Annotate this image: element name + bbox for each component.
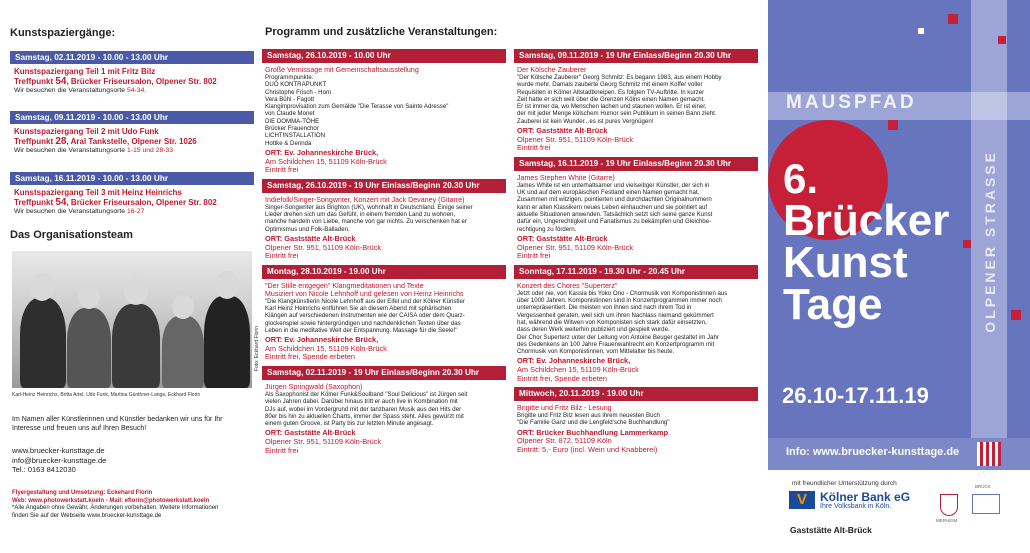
event-location: ORT: Ev. Johanneskirche Brück,: [517, 356, 631, 366]
credit-disclaimer-2: finden Sie auf der Webseite www.bruecker-kunsttage.de: [12, 512, 162, 519]
street-label-olpener: OLPENER STRASSE: [982, 150, 998, 333]
info-url[interactable]: Info: www.bruecker-kunsttage.de: [786, 446, 960, 458]
event-block: [262, 49, 506, 175]
event-admission: Eintritt frei: [265, 445, 299, 455]
event-description: [514, 412, 758, 427]
event-description-line: manche handeln von Liebe, manche von gar nichts. Zu verschenken hat er: [265, 218, 467, 226]
coat-of-arms-icon: [940, 494, 958, 516]
event-date-bar: Samstag, 26.10.2019 - 19 Uhr Einlass/Beginn 20.30 Uhr: [262, 179, 506, 193]
website-link[interactable]: www.bruecker-kunsttage.de: [12, 446, 105, 455]
phone-number: Tel.: 0163 8412030: [12, 465, 76, 475]
event-admission: Eintritt frei: [265, 251, 299, 261]
photo-caption: Karl-Heinz Heinrichs, Britta Artel, Udo Funk, Martina Günthner-Lange, Eckhard Florin: [12, 392, 201, 398]
team-photo: [12, 251, 252, 388]
event-address: Olpener Str. 951, 51109 Köln-Brück: [265, 242, 382, 252]
walk-date-bar: Samstag, 02.11.2019 - 10.00 - 13.00 Uhr: [10, 51, 254, 64]
cover-title: [783, 155, 950, 329]
event-description-line: Karl Heinz Heinrichs entführen Sie an diesem Abend mit sphärischen: [265, 305, 452, 313]
event-description-line: Brücker Frauenchor: [265, 125, 319, 133]
event-description: [262, 298, 506, 334]
support-text: mit freundlicher Unterstützung durch: [792, 480, 897, 487]
event-address: Am Schildchen 15, 51109 Köln-Brück: [265, 343, 387, 353]
team-heading: Das Organisationsteam: [10, 229, 133, 241]
event-description-line: wurde mehr. Damals zauberte Georg Schmitz mit einem Koffer voller: [517, 81, 703, 89]
event-description: [262, 204, 506, 233]
event-address: Olpener Str. 951, 51109 Köln-Brück: [517, 134, 634, 144]
event-date-bar: Montag, 28.10.2019 - 19.00 Uhr: [262, 265, 506, 279]
cover-title-line4: Tage: [783, 280, 883, 329]
event-description-line: einem guten Groove, ist Party bis zur letzten Minute angesagt.: [265, 420, 434, 428]
event-description: [514, 182, 758, 233]
event-description-line: 80er bis hin zu aktuellen Charts, immer der Spass steht. Alles gewürzt mit: [265, 412, 464, 420]
community-logo-icon: [972, 494, 1000, 514]
event-description-line: über 1000 Jahren. Komponistinnen sind in Konzertprogrammen immer noch: [517, 297, 722, 305]
event-description-line: "Der Kölsche Zauberer" Georg Schmitz: Es begann 1983, aus einem Hobby: [517, 74, 722, 81]
walk-visit: Wir besuchen die Veranstaltungsorte 54-34.: [14, 87, 147, 94]
event-admission: Eintritt frei, Spende erbeten: [517, 373, 607, 383]
event-description-line: Zusammen mit witzigen, pointierten und durchdachten Originalnummern: [517, 196, 712, 204]
walk-title: Kunstspaziergang Teil 2 mit Udo Funk: [14, 127, 159, 136]
event-description-line: Programmpunkte:: [265, 74, 314, 81]
bank-logo-icon: V: [789, 491, 815, 509]
event-block: [514, 49, 758, 153]
program-column-1: [262, 49, 506, 459]
cover-title-line2: Brücker: [783, 196, 950, 245]
event-address: Olpener Str. 872, 51109 Köln: [517, 436, 612, 446]
event-description-line: rechtigung zu fördern.: [517, 225, 577, 233]
credit-disclaimer: *Alle Angaben ohne Gewähr, Änderungen vorbehalten. Weitere Informationen: [12, 505, 219, 512]
walk-title: Kunstspaziergang Teil 3 mit Heinz Heinrichs: [14, 188, 182, 197]
event-title: Konzert des Chores "Superterz": [517, 281, 618, 290]
cover-title-line3: Kunst: [783, 238, 908, 287]
event-description-line: Optimismus und Folk-Balladen.: [265, 225, 350, 233]
event-admission: Eintritt: 5,- Euro (incl. Wein und Knabberei): [517, 444, 658, 454]
event-location: ORT: Gaststätte Alt-Brück: [265, 233, 356, 243]
event-block: [262, 265, 506, 362]
event-description-line: Der Chor Superterz unter der Leitung von Antoine Beuger gestaltet im Jahr: [517, 333, 719, 341]
event-description-line: DUO KONTRAPUNKT: [265, 81, 327, 89]
walks-heading: Kunstspaziergänge:: [10, 27, 116, 39]
event-description-line: dafür ein, Ungerechtigkeit und Fanatismus zu bekämpfen und Gleichbe-: [517, 218, 712, 226]
event-description-line: unterrepräsentiert. Die meisten von ihnen sind nach ihrem Tod in: [517, 304, 692, 312]
event-description-line: DIE DOMMA-TÖHE: [265, 117, 320, 125]
event-location: ORT: Ev. Johanneskirche Brück,: [265, 147, 379, 157]
contact-block: [12, 446, 106, 475]
credit-design: Flyergestaltung und Umsetzung: Eckehard Florin: [12, 490, 153, 496]
event-admission: Eintritt frei: [517, 251, 551, 261]
event-description-line: glockenspiel sowie hintergründigen und nachdenklichen Texten über das: [265, 319, 461, 327]
event-location: ORT: Gaststätte Alt-Brück: [265, 428, 356, 438]
event-description-line: dass deren Werk weiterhin publiziert und gespielt wurde.: [517, 326, 670, 334]
credits-block: [12, 490, 252, 520]
event-subtitle: Musiziert von Nicole Lehnhoff und gelesen von Heinz Heinrichs: [265, 289, 464, 298]
event-description-line: Brigitte und Fritz Bilz lesen aus ihrem neuesten Buch: [517, 412, 660, 420]
photo-credit: Foto: Eckhard Florin: [254, 326, 260, 372]
event-address: Olpener Str. 951, 51109 Köln-Brück: [517, 242, 634, 252]
event-admission: Eintritt frei: [517, 143, 551, 153]
event-description: [262, 74, 506, 147]
logo-caption-brueck: BRÜCK: [975, 484, 991, 489]
event-address: Am Schildchen 15, 51109 Köln-Brück: [265, 156, 387, 166]
event-block: [262, 179, 506, 261]
walk-1: [10, 51, 254, 94]
event-date-bar: Mittwoch, 20.11.2019 - 19.00 Uhr: [514, 387, 758, 401]
event-location: ORT: Gaststätte Alt-Brück: [517, 126, 608, 136]
event-description-line: von Claude Monet: [265, 110, 315, 118]
event-date-bar: Samstag, 09.11.2019 - 19 Uhr Einlass/Beginn 20.30 Uhr: [514, 49, 758, 63]
bank-tagline: Ihre Volksbank in Köln.: [820, 503, 892, 510]
event-description-line: Requisiten in Kölner Altstadtkneipen. Es folgten TV-Auftritte. In kurzer: [517, 88, 705, 96]
cover-dates: 26.10-17.11.19: [782, 383, 929, 408]
event-description-line: Klängen auf verschiedenen Instrumenten wie der CAISA oder dem Quarz-: [265, 312, 465, 320]
logo-caption-merheim: MERHEIM: [936, 518, 958, 523]
event-title: Brigitte und Fritz Bilz - Lesung: [517, 404, 612, 413]
event-description-line: "Die Klangkünstlerin Nicole Lehnhoff aus der Eifel und der Kölner Künstler: [265, 297, 465, 305]
event-description-line: vielen Jahren dabei. Darüber hinaus tritt er auch live in Kombination mit: [265, 398, 458, 406]
event-date-bar: Samstag, 16.11.2019 - 19 Uhr Einlass/Beginn 20.30 Uhr: [514, 157, 758, 171]
event-date-bar: Samstag, 26.10.2019 - 10.00 Uhr: [262, 49, 506, 63]
event-description-line: der mit jeder Menge kölschem Humor sein Publikum in seinen Bann zieht.: [517, 110, 717, 118]
event-title: Indiefolk/Singer-Songwriter, Konzert mit Jack Devaney (Gitarre): [265, 195, 465, 204]
email-link[interactable]: info@bruecker-kunsttage.de: [12, 455, 107, 465]
event-title: Der Kölsche Zauberer: [517, 66, 587, 74]
event-location: ORT: Ev. Johanneskirche Brück,: [265, 335, 379, 345]
program-column-2: [514, 49, 758, 459]
event-description-line: Zeit hatte er sich weit über die Grenzen Kölns einen Namen gemacht.: [517, 95, 705, 103]
street-label-mauspfad: MAUSPFAD: [786, 92, 917, 113]
event-description-line: Christophe Frisch - Horn: [265, 88, 332, 96]
sponsor-gaststaette: Gaststätte Alt-Brück: [790, 525, 872, 535]
program-heading: Programm und zusätzliche Veranstaltungen:: [265, 26, 498, 38]
event-admission: Eintritt frei: [265, 165, 299, 175]
event-address: Olpener Str. 951, 51109 Köln-Brück: [265, 437, 382, 447]
event-location: ORT: Brücker Buchhandlung Lammerkamp: [517, 427, 669, 437]
walk-meetpoint: Treffpunkt 54, Brücker Friseursalon, Olpener Str. 802: [14, 197, 217, 208]
event-title: Große Vernissage mit Gemeinschaftsausstellung: [265, 66, 419, 74]
event-description-line: LICHTINSTALLATION: [265, 132, 326, 140]
left-panel: [10, 0, 260, 553]
event-description-line: "Die Familie Ganz und die Lengfeld'sche Buchhandlung": [517, 419, 670, 427]
event-description-line: Chormusik von Komponistinnen, vom Mittelalter bis heute.: [517, 348, 675, 356]
event-description-line: Er ist immer da, wo Menschen lachen und staunen wollen. Er ist einer,: [517, 103, 707, 111]
event-description-line: Als Saxophonist der Kölner Funk&Soulband "Soul Delicious" ist Jürgen seit: [265, 390, 468, 398]
event-description-line: UK und auf dem europäischen Festland einen Namen gemacht hat.: [517, 189, 700, 197]
thanks-text: Im Namen aller Künstlerinnen und Künstler bedanken wir uns für Ihr Interesse und freuen uns auf Ihren Besuch!: [12, 416, 223, 432]
event-address: Am Schildchen 15, 51109 Köln-Brück: [517, 364, 639, 374]
walk-visit: Wir besuchen die Veranstaltungsorte 1-15 und 28-33: [14, 147, 174, 154]
event-description-line: James White ist ein unterhaltsamer und vielseitiger Künstler, der sich in: [517, 181, 710, 189]
event-description-line: Zauberei ist kein Wunder...es ist pures Vergnügen!: [517, 117, 654, 125]
walk-meetpoint: Treffpunkt 54, Brücker Friseursalon, Olpener Str. 802: [14, 76, 217, 87]
event-title: Jürgen Springwald (Saxophon): [265, 382, 363, 391]
event-title: "Der Stille entgegen" Klangmeditationen und Texte: [265, 281, 424, 290]
event-description: [514, 74, 758, 125]
event-description-line: DJs auf, wobei im Vordergrund mit der tanzbaren Musik aus den Hits der: [265, 405, 462, 413]
bank-name: Kölner Bank eG: [820, 490, 911, 504]
event-description-line: Leben in die meditative Welt der Entspannung. Massage für die Seele!": [265, 326, 458, 334]
event-date-bar: Sonntag, 17.11.2019 - 19.30 Uhr - 20.45 Uhr: [514, 265, 758, 279]
event-description-line: Jetzt oder nie, von Kassia bis Yoko Ono - Chormusik von Komponistinnen aus: [517, 289, 728, 297]
event-description-line: Lieder drehen sich um das Gefühl, in einem fremden Land zu wohnen,: [265, 211, 456, 219]
event-description: [514, 290, 758, 356]
cover-title-number: 6.: [783, 155, 819, 202]
event-description: [262, 391, 506, 427]
event-block: [514, 157, 758, 261]
event-description-line: Hottke & Dennda: [265, 139, 312, 147]
event-block: [514, 265, 758, 383]
event-location: ORT: Gaststätte Alt-Brück: [517, 233, 608, 243]
walk-date-bar: Samstag, 09.11.2019 - 10.00 - 13.00 Uhr: [10, 111, 254, 124]
walk-2: [10, 111, 254, 154]
walk-3: [10, 172, 254, 215]
walk-date-bar: Samstag, 16.11.2019 - 10.00 - 13.00 Uhr: [10, 172, 254, 185]
walk-meetpoint: Treffpunkt 28, Aral Tankstelle, Olpener Str. 1026: [14, 136, 197, 147]
event-description-line: des Gedenkens an 100 Jahre Frauenwahlrecht ein Konzertprogramm mit: [517, 340, 715, 348]
walk-visit: Wir besuchen die Veranstaltungsorte 16-27: [14, 208, 145, 215]
event-title: James Stephen White (Gitarre): [517, 173, 615, 182]
credit-web: Web: www.photowerkstatt.koeln - Mail: eflorin@photowerkstatt.koeln: [12, 497, 210, 504]
event-admission: Eintritt frei, Spende erbeten: [265, 352, 355, 362]
event-description-line: aktuelle Situationen anwenden. Tatsächlich setzt sich seine ganze Kunst: [517, 211, 713, 219]
cover: [768, 0, 1030, 438]
event-description-line: Vergessenheit geraten, weil sich um ihren Nachlass niemand gekümmert: [517, 311, 714, 319]
event-description-line: hat, während die Witwen von Komponisten sich stark dafür einsetzten,: [517, 318, 707, 326]
event-description-line: Singer-Songwriter aus Brighton (UK), wohnhaft in Deutschland. Einige seiner: [265, 203, 473, 211]
event-date-bar: Samstag, 02.11.2019 - 19 Uhr Einlass/Beginn 20.30 Uhr: [262, 366, 506, 380]
event-description-line: Klangimprovisation zum Gemälde "Die Terasse von Sainte Adresse": [265, 103, 449, 111]
event-block: [262, 366, 506, 455]
event-description-line: Vera Bühl - Fagott: [265, 95, 315, 103]
event-description-line: kann er alten Klassikern neues Leben einhauchen und sie pointiert auf: [517, 203, 708, 211]
event-block: [514, 387, 758, 454]
qr-code-icon: [977, 442, 1001, 466]
walk-title: Kunstspaziergang Teil 1 mit Fritz Bilz: [14, 67, 156, 76]
